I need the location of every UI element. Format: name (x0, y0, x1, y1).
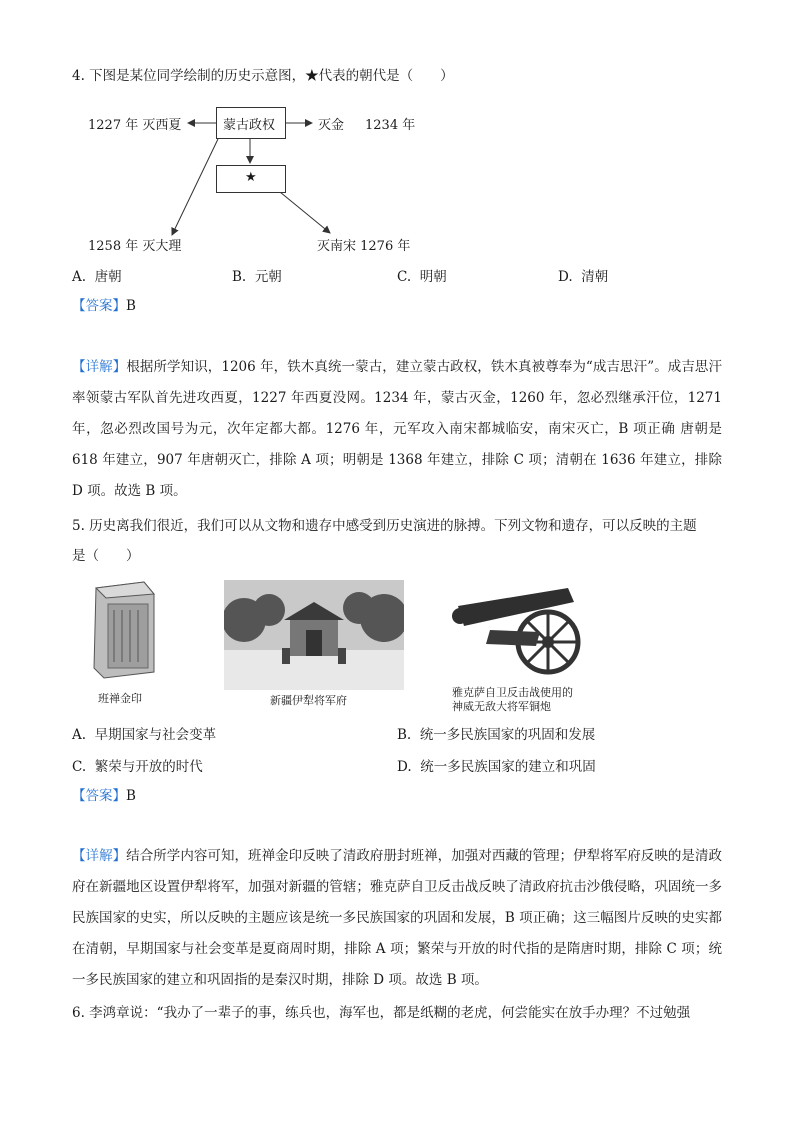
q5-detail: 【详解】结合所学内容可知，班禅金印反映了清政府册封班禅，加强对西藏的管理；伊犁将军府反映的是清政府在新疆地区设置伊犁将军，加强对新疆的管辖；雅克萨自卫反击战反映了清政府抗击沙俄侵略，巩固统一多民族国家的史实，所以反映的主题应该是统一多民族国家的巩固和发展，B 项正确；这三幅图片反映的史实都在清朝，早期国家与社会变革是夏商周时期，排除 A 项；繁荣与开放的时代指的是隋唐时期，排除 C 项；统一多民族国家的建立和巩固指的是秦汉时期，排除 D 项。故选 B 项。 (72, 848, 723, 988)
star-icon: ★ (245, 170, 257, 185)
q5-stem-line2: 是（ ） (72, 548, 140, 564)
label-southern-song: 灭南宋 1276 年 (317, 239, 411, 254)
bronze-cannon-caption-1: 雅克萨自卫反击战使用的 (452, 686, 573, 699)
label-west-xia: 1227 年 灭西夏 (88, 118, 182, 133)
bronze-cannon-image (450, 580, 590, 680)
label-jin: 灭金 (318, 118, 345, 133)
label-jin-year: 1234 年 (365, 118, 416, 133)
q6-stem: 6. 李鸿章说：“我办了一辈子的事，练兵也，海军也，都是纸糊的老虎，何尝能实在放手办理？不过勉强 (72, 1005, 691, 1021)
q4-diagram (80, 95, 440, 255)
label-dali: 1258 年 灭大理 (88, 239, 182, 254)
q5-option-a[interactable]: A. 早期国家与社会变革 (72, 727, 217, 743)
q4-stem: 4. 下图是某位同学绘制的历史示意图，★代表的朝代是（ ） (72, 68, 454, 84)
q5-option-c[interactable]: C. 繁荣与开放的时代 (72, 759, 203, 775)
q4-answer: 【答案】B (72, 298, 136, 314)
star-box (216, 165, 286, 193)
q4-option-b[interactable]: B. 元朝 (232, 269, 282, 285)
mongol-regime-box: 蒙古政权 (216, 107, 286, 139)
q4-option-c[interactable]: C. 明朝 (397, 269, 447, 285)
yili-mansion-caption: 新疆伊犁将军府 (270, 694, 347, 707)
bronze-cannon-caption-2: 神威无敌大将军铜炮 (452, 700, 551, 713)
golden-seal-image (88, 580, 160, 680)
q5-stem-line1: 5. 历史离我们很近，我们可以从文物和遗存中感受到历史演进的脉搏。下列文物和遗存，可以反映的主题 (72, 518, 697, 534)
golden-seal-caption: 班禅金印 (98, 692, 142, 705)
q4-option-d[interactable]: D. 清朝 (558, 269, 609, 285)
q4-detail: 【详解】根据所学知识，1206 年，铁木真统一蒙古，建立蒙古政权，铁木真被尊奉为“成吉思汗”。成吉思汗率领蒙古军队首先进攻西夏，1227 年西夏没网。1234 年，蒙古灭金，1260 年，忽必烈继承汗位，1271 年，忽必烈改国号为元，次年定都大都。1276 年，元军攻入南宋都城临安，南宋灭亡，B 项正确 唐朝是 618 年建立，907 年唐朝灭亡，排除 A 项；明朝是 1368 年建立，排除 C 项；清朝在 1636 年建立，排除 D 项。故选 B 项。 (72, 359, 723, 499)
q5-answer: 【答案】B (72, 788, 136, 804)
q5-option-d[interactable]: D. 统一多民族国家的建立和巩固 (397, 759, 596, 775)
q4-option-a[interactable]: A. 唐朝 (72, 269, 122, 285)
q5-option-b[interactable]: B. 统一多民族国家的巩固和发展 (397, 727, 596, 743)
yili-mansion-image (224, 580, 404, 690)
